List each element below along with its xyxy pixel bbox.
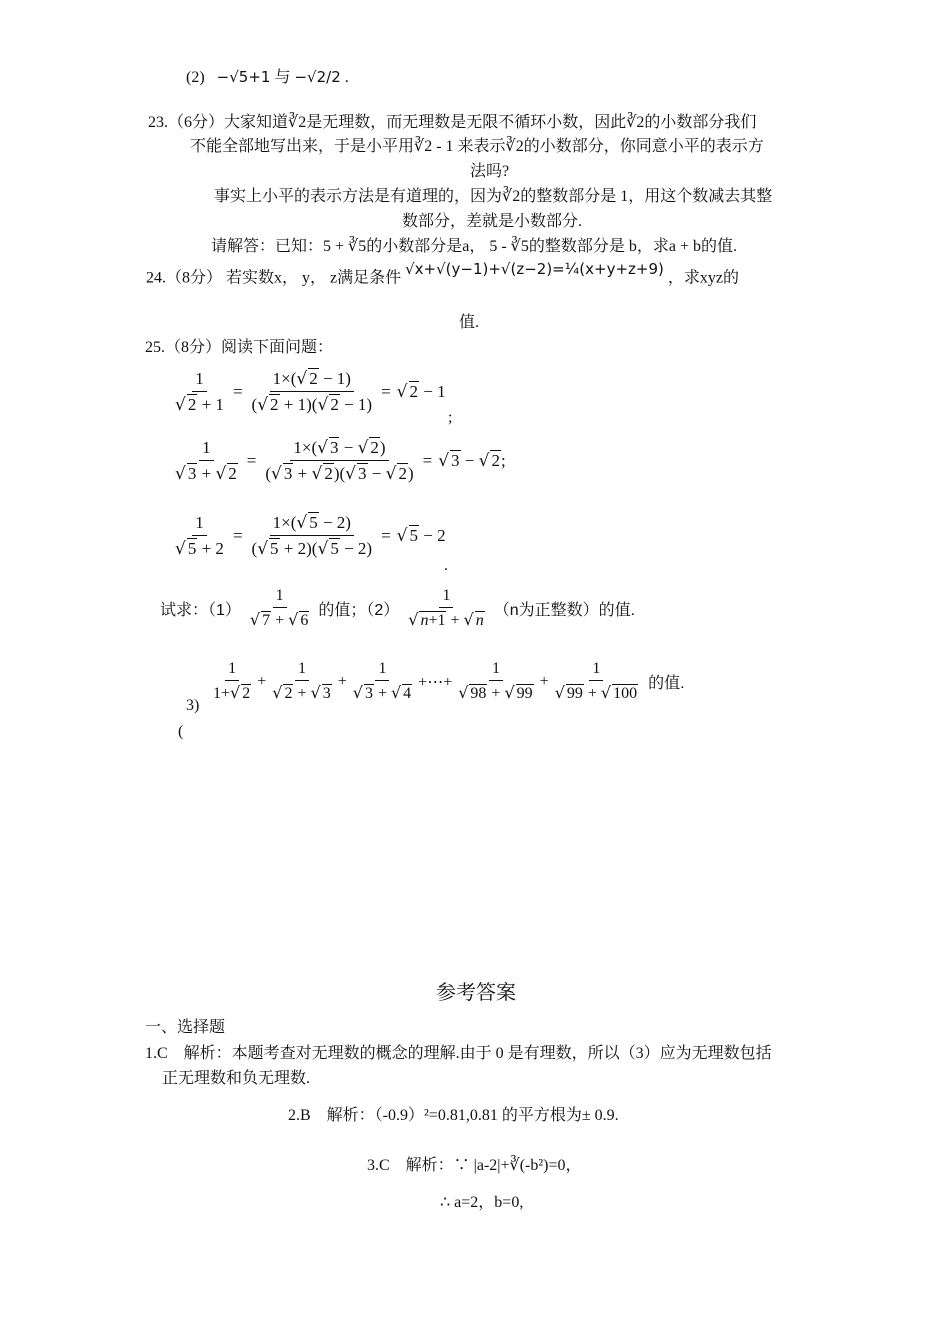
answer-1-line2: 正无理数和负无理数. (162, 1070, 311, 1087)
answer-2: 2.B 解析：（-0.9）²=0.81,0.81 的平方根为± 0.9. (288, 1107, 619, 1124)
q25-try (160, 587, 635, 630)
sum-term3: $\frac{1}{√ 3 + √ 4}$ (352, 660, 412, 702)
q25-eq3: $\frac{1}{√ 5 + 2}$ = $\frac{1\times(√ 5 - 2)}{(√ 5 + 2)(√ 5 - 2)}$ = √ 5 − 2 (172, 512, 446, 559)
sum-term98: $\frac{1}{√ 98 + √ 99}$ (458, 660, 533, 702)
answer-1-line1: 1.C 解析：本题考查对无理数的概念的理解.由于 0 是有理数，所以（3）应为无理数包括 (145, 1045, 772, 1062)
q24-equation: √x+√(y−1)+√(z−2)=¼(x+y+z+9) (405, 260, 664, 278)
q24-suffix: ，求xyz的 (667, 269, 739, 287)
q23-line5: 数部分，差就是小数部分. (402, 213, 583, 230)
eq2-lhs: $\frac{1}{√ 3 + √ 2}$ (175, 437, 237, 484)
q25-part3-num: 3) (186, 697, 200, 714)
eq2-rhs: √ 3 − √ 2; (438, 451, 506, 471)
q22-end: . (344, 69, 349, 86)
q22-expr-a: −√5+1 (216, 68, 271, 86)
try-frac2: $\frac{1}{√ n+1 + √ n}$ (408, 587, 484, 629)
q25-part3-paren: ( (178, 723, 184, 740)
q23-line3: 法吗? (470, 163, 510, 180)
try-label: 试求：（1） (160, 602, 241, 619)
eq1-lhs: $\frac{1}{√ 2 + 1}$ (175, 368, 224, 415)
part2-suffix: （n为正整数）的值. (493, 602, 636, 619)
q24-line1 (146, 260, 739, 288)
eq2-mid: $\frac{1\times(√ 3 - √ 2)}{(√ 3 + √ 2)(√ 3 - √ 2)}$ (265, 438, 414, 484)
q24-prefix: 24.（8分） 若实数x， y， z满足条件 (146, 269, 402, 287)
q23-line6: 请解答：已知：5 + ∛5的小数部分是a， 5 - ∛5的整数部分是 b，求a + b的值. (211, 238, 737, 255)
eq3-rhs: √ 5 − 2 (396, 526, 446, 546)
part3-suffix: 的值. (648, 675, 685, 692)
try-frac1: $\frac{1}{√ 7 + √ 6}$ (249, 587, 309, 629)
sum-term2: $\frac{1}{√ 2 + √ 3}$ (272, 660, 331, 702)
q25-eq1: $\frac{1}{√ 2 + 1}$ = $\frac{1\times(√ 2 - 1)}{(√ 2 + 1)(√ 2 - 1)}$ = √ 2 − 1 (172, 368, 446, 415)
sum-term99: $\frac{1}{√ 99 + √ 100}$ (554, 660, 638, 702)
q25-part3-sum: $\frac{1}{1+√ 2}$ + $\frac{1}{√ 2 + √ 3}$ + $\frac{1}{√ 3 + √ 4}$ +⋯+ $\frac{1}{√ 98 + √ 99}$ + $\frac{1}{√ 99 + √ 100}$ 的值. (210, 660, 685, 703)
q22-part2 (186, 68, 349, 87)
q22-conn: 与 (274, 69, 291, 86)
eq3-lhs: $\frac{1}{√ 5 + 2}$ (175, 512, 224, 559)
q25-intro: 25.（8分）阅读下面问题： (145, 339, 334, 356)
q25-eq2: $\frac{1}{√ 3 + √ 2}$ = $\frac{1\times(√ 3 - √ 2)}{(√ 3 + √ 2)(√ 3 - √ 2)}$ = √ 3 − √ 2; (172, 437, 506, 484)
q25-period: . (444, 557, 448, 574)
q23-line2: 不能全部地写出来，于是小平用∛2 - 1 来表示∛2的小数部分，你同意小平的表示方 (190, 138, 764, 155)
sum-term1: $\frac{1}{1+√ 2}$ (213, 660, 251, 702)
q23-line1: 23.（6分）大家知道∛2是无理数，而无理数是无限不循环小数，因此∛2的小数部分我们 (148, 114, 757, 131)
answers-section: 一、选择题 (145, 1019, 226, 1036)
part1-suffix: 的值；（2） (318, 602, 400, 619)
eq1-rhs: √ 2 − 1 (396, 382, 446, 402)
answer-3-line1: 3.C 解析：∵ |a-2|+∛(-b²)=0， (367, 1157, 582, 1174)
eq1-mid: $\frac{1\times(√ 2 - 1)}{(√ 2 + 1)(√ 2 - 1)}$ (251, 369, 373, 415)
answer-3-line2: ∴ a=2，b=0, (440, 1194, 524, 1211)
q25-semicolon: ; (448, 409, 453, 426)
answers-title: 参考答案 (436, 982, 516, 1004)
eq3-mid: $\frac{1\times(√ 5 - 2)}{(√ 5 + 2)(√ 5 - 2)}$ (251, 513, 373, 559)
q23-line4: 事实上小平的表示方法是有道理的，因为∛2的整数部分是 1，用这个数减去其整 (214, 188, 773, 205)
q22-expr-b: −√2/2 (294, 68, 341, 86)
q22-part2-label: (2) (186, 69, 205, 86)
q24-line2: 值. (459, 314, 480, 331)
